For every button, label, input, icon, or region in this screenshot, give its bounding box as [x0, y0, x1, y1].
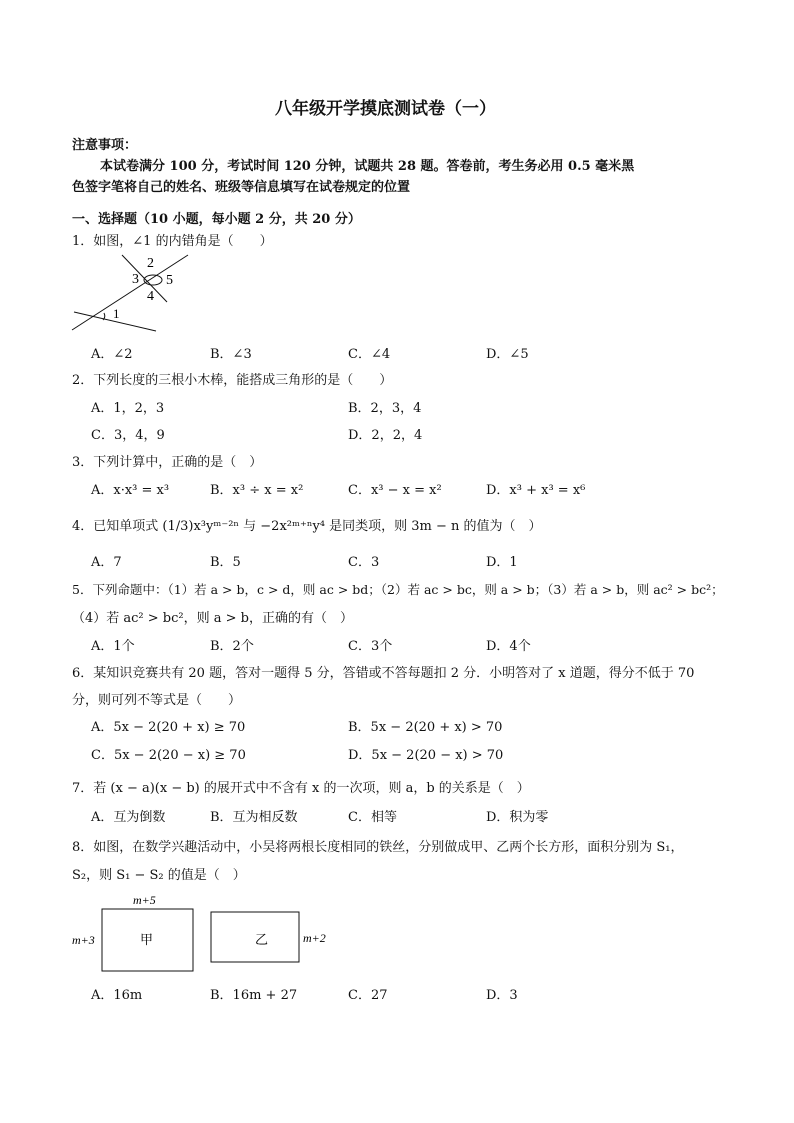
- rect-1-top-label: m+5: [133, 893, 156, 907]
- question-8-stem-line-2: S₂，则 S₁ − S₂ 的值是（ ）: [72, 868, 246, 883]
- q2-option-a: A．1，2，3: [91, 401, 165, 416]
- question-3-stem: 3．下列计算中，正确的是（ ）: [72, 455, 263, 470]
- q2-option-c: C．3，4，9: [91, 428, 165, 443]
- question-2-stem: 2．下列长度的三根小木棒，能搭成三角形的是（ ）: [72, 373, 393, 388]
- notice-heading: 注意事项：: [72, 138, 138, 153]
- q4-option-c: C．3: [348, 555, 380, 570]
- notice-line-2: 色签字笔将自己的姓名、班级等信息填写在试卷规定的位置: [72, 180, 411, 195]
- q5-option-a: A．1个: [91, 639, 135, 654]
- question-7-stem: 7．若 (x − a)(x − b) 的展开式中不含有 x 的一次项，则 a，b 的关系是（ ）: [72, 781, 530, 796]
- label-2: 2: [147, 256, 154, 271]
- q7-option-d: D．积为零: [486, 810, 549, 825]
- question-6-stem-line-2: 分，则可列不等式是（ ）: [72, 693, 242, 708]
- label-3: 3: [132, 272, 139, 287]
- section-heading: 一、选择题（10 小题，每小题 2 分，共 20 分）: [72, 212, 361, 227]
- question-6-stem-line-1: 6．某知识竞赛共有 20 题，答对一题得 5 分，答错或不答每题扣 2 分．小明答对了 x 道题，得分不低于 70: [72, 666, 695, 681]
- question-5-stem-line-1: 5．下列命题中：（1）若 a > b，c > d，则 ac > bd；（2）若 ac > bc，则 a > b；（3）若 a > b，则 ac² > bc²；: [72, 582, 724, 597]
- label-4: 4: [147, 289, 154, 304]
- question-1-stem: 1．如图，∠1 的内错角是（ ）: [72, 234, 273, 249]
- rect-2-right-label: m+2: [303, 931, 326, 945]
- q6-option-d: D．5x − 2(20 − x) > 70: [348, 748, 504, 763]
- q5-option-b: B．2个: [210, 639, 254, 654]
- q2-option-d: D．2，2，4: [348, 428, 423, 443]
- q6-option-a: A．5x − 2(20 + x) ≥ 70: [91, 720, 246, 735]
- q1-option-a: A．∠2: [91, 347, 133, 362]
- rectangles-figure: [70, 890, 340, 980]
- q5-option-d: D．4个: [486, 639, 531, 654]
- rect-2-name: 乙: [255, 932, 269, 947]
- q6-option-c: C．5x − 2(20 − x) ≥ 70: [91, 748, 246, 763]
- q3-option-d: D．x³ + x³ = x⁶: [486, 483, 586, 498]
- notice-line-1: 本试卷满分 100 分，考试时间 120 分钟，试题共 28 题。答卷前，考生务必用 0.5 毫米黑: [100, 159, 635, 174]
- q1-option-c: C．∠4: [348, 347, 391, 362]
- rect-1-left-label: m+3: [72, 933, 95, 947]
- q7-option-b: B．互为相反数: [210, 810, 298, 825]
- q4-option-a: A．7: [91, 555, 122, 570]
- rect-1-name: 甲: [140, 932, 154, 947]
- angle-arc: [144, 275, 162, 285]
- label-1: 1: [113, 306, 120, 321]
- angle-figure: [70, 250, 173, 335]
- q2-option-b: B．2，3，4: [348, 401, 422, 416]
- q3-option-b: B．x³ ÷ x = x²: [210, 483, 304, 498]
- question-4-stem: 4．已知单项式 (1/3)x³yᵐ⁻²ⁿ 与 −2x²ᵐ⁺ⁿy⁴ 是同类项，则 3m − n 的值为（ ）: [72, 519, 542, 534]
- q8-option-b: B．16m + 27: [210, 988, 298, 1003]
- question-5-stem-line-2: （4）若 ac² > bc²，则 a > b，正确的有（ ）: [72, 611, 353, 626]
- q8-option-c: C．27: [348, 988, 388, 1003]
- q4-option-d: D．1: [486, 555, 518, 570]
- transversal-line-2: [72, 255, 188, 330]
- q3-option-c: C．x³ − x = x²: [348, 483, 442, 498]
- q8-option-d: D．3: [486, 988, 518, 1003]
- q4-option-b: B．5: [210, 555, 241, 570]
- q1-option-d: D．∠5: [486, 347, 529, 362]
- page-title: 八年级开学摸底测试卷（一）: [275, 99, 496, 119]
- q7-option-a: A．互为倒数: [91, 810, 166, 825]
- q5-option-c: C．3个: [348, 639, 393, 654]
- question-8-stem-line-1: 8．如图，在数学兴趣活动中，小吴将两根长度相同的铁丝，分别做成甲、乙两个长方形，面积分别为 S₁，: [72, 840, 684, 855]
- q8-option-a: A．16m: [91, 988, 143, 1003]
- q7-option-c: C．相等: [348, 810, 397, 825]
- label-5: 5: [166, 273, 173, 288]
- q6-option-b: B．5x − 2(20 + x) > 70: [348, 720, 503, 735]
- q3-option-a: A．x·x³ = x³: [91, 483, 170, 498]
- q1-option-b: B．∠3: [210, 347, 252, 362]
